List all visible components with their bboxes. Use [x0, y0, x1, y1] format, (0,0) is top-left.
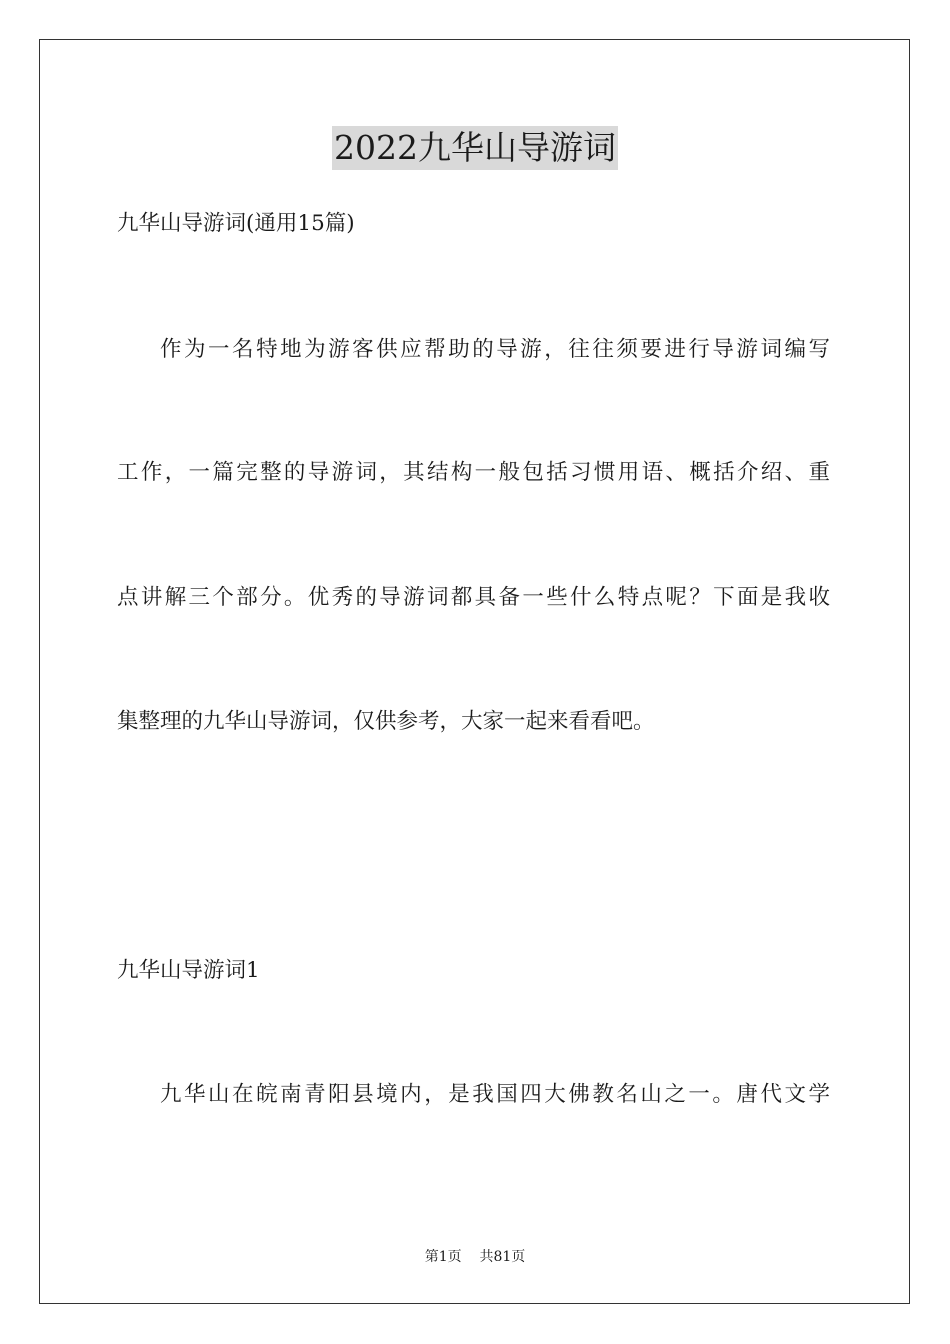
section-heading: 九华山导游词1: [117, 958, 260, 983]
intro-line-1: 作为一名特地为游客供应帮助的导游，往往须要进行导游词编写: [160, 337, 830, 362]
page-number-footer: 第1页 共81页: [424, 1249, 526, 1265]
section-paragraph-line-1: 九华山在皖南青阳县境内，是我国四大佛教名山之一。唐代文学: [160, 1082, 830, 1107]
intro-line-2: 工作，一篇完整的导游词，其结构一般包括习惯用语、概括介绍、重: [117, 460, 830, 485]
intro-line-3: 点讲解三个部分。优秀的导游词都具备一些什么特点呢？下面是我收: [117, 585, 830, 610]
document-title: 2022九华山导游词: [332, 126, 618, 170]
document-subtitle: 九华山导游词(通用15篇): [117, 211, 355, 236]
intro-line-4: 集整理的九华山导游词，仅供参考，大家一起来看看吧。: [117, 709, 655, 734]
title-container: [0, 126, 950, 170]
